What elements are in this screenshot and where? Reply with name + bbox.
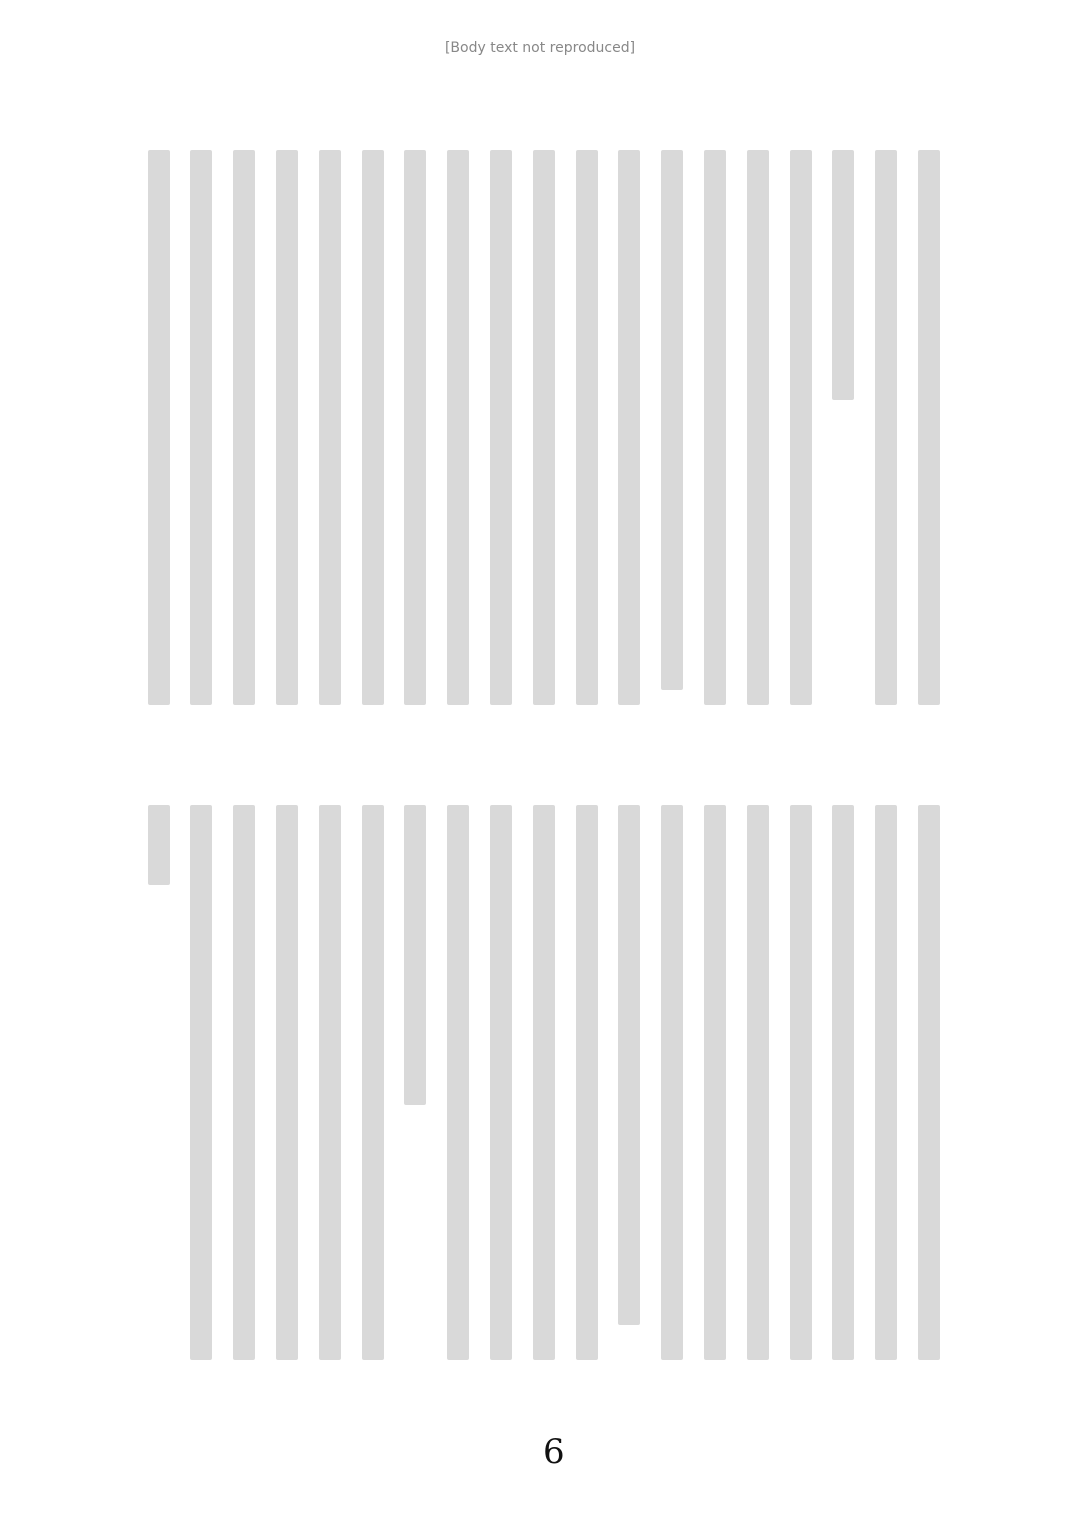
text-column-placeholder bbox=[233, 150, 255, 705]
text-column-placeholder bbox=[661, 150, 683, 690]
text-column-placeholder bbox=[790, 805, 812, 1360]
text-column-placeholder bbox=[832, 805, 854, 1360]
text-column-placeholder bbox=[404, 150, 426, 705]
text-column-placeholder bbox=[490, 805, 512, 1360]
text-column-placeholder bbox=[190, 805, 212, 1360]
text-column-placeholder bbox=[576, 150, 598, 705]
text-column-placeholder bbox=[576, 805, 598, 1360]
text-column-placeholder bbox=[319, 150, 341, 705]
text-column-placeholder bbox=[447, 805, 469, 1360]
text-column-placeholder bbox=[747, 150, 769, 705]
text-column-placeholder bbox=[447, 150, 469, 705]
text-column-placeholder bbox=[918, 805, 940, 1360]
text-column-placeholder bbox=[533, 150, 555, 705]
text-column-placeholder bbox=[704, 150, 726, 705]
text-column-placeholder bbox=[190, 150, 212, 705]
text-column-placeholder bbox=[362, 150, 384, 705]
text-column-placeholder bbox=[618, 150, 640, 705]
upper-text-block bbox=[0, 0, 1080, 720]
text-column-placeholder bbox=[362, 805, 384, 1360]
redaction-notice: [Body text not reproduced] bbox=[444, 40, 636, 56]
text-column-placeholder bbox=[319, 805, 341, 1360]
text-column-placeholder bbox=[747, 805, 769, 1360]
text-column-placeholder bbox=[704, 805, 726, 1360]
text-column-placeholder bbox=[618, 805, 640, 1325]
text-column-placeholder bbox=[404, 805, 426, 1105]
page-number: 6 bbox=[543, 1432, 565, 1472]
text-column-placeholder bbox=[233, 805, 255, 1360]
text-column-placeholder bbox=[490, 150, 512, 705]
text-column-placeholder bbox=[533, 805, 555, 1360]
text-column-placeholder bbox=[790, 150, 812, 705]
text-column-placeholder bbox=[148, 805, 170, 885]
text-column-placeholder bbox=[148, 150, 170, 705]
text-column-placeholder bbox=[276, 150, 298, 705]
text-column-placeholder bbox=[875, 150, 897, 705]
text-column-placeholder bbox=[276, 805, 298, 1360]
text-column-placeholder bbox=[875, 805, 897, 1360]
text-column-placeholder bbox=[661, 805, 683, 1360]
lower-text-block bbox=[0, 780, 1080, 1380]
text-column-placeholder bbox=[918, 150, 940, 705]
text-column-placeholder bbox=[832, 150, 854, 400]
